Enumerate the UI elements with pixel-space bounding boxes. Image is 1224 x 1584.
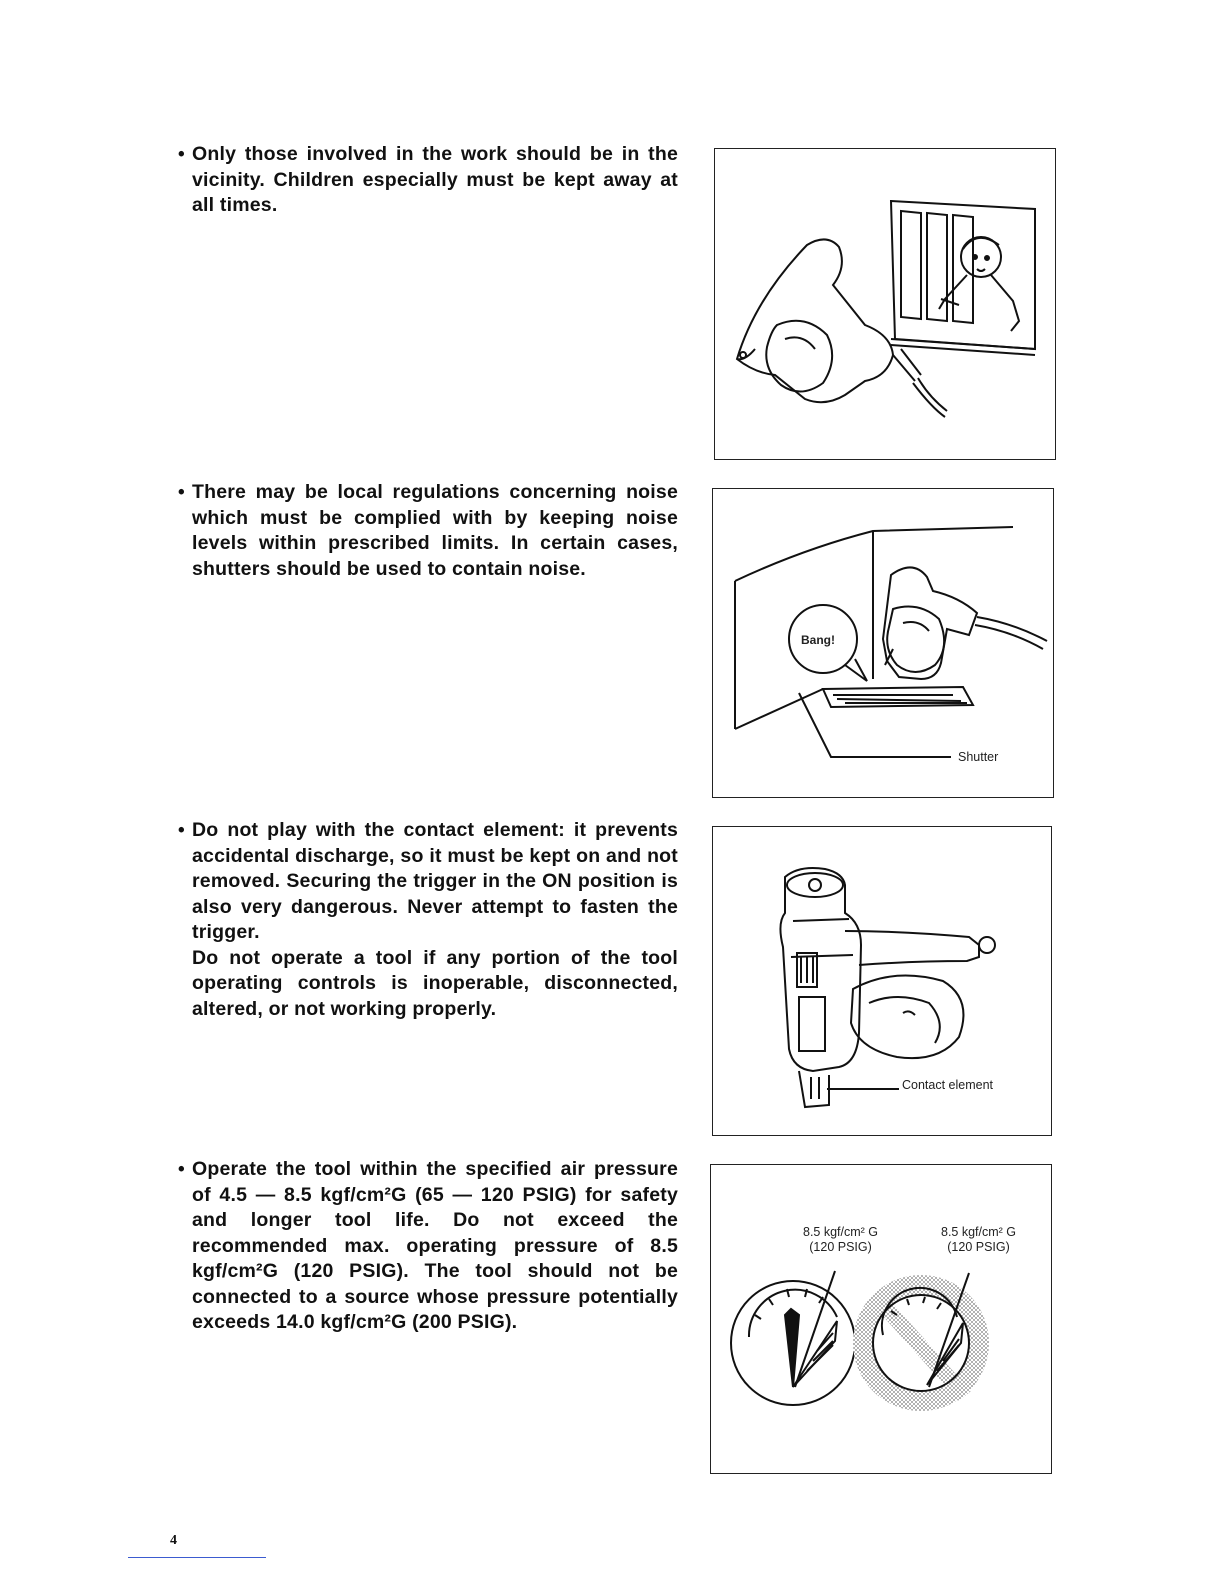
instruction-air-pressure xyxy=(178,1157,678,1336)
bullet-mark: • xyxy=(178,482,185,503)
contact-element-label: Contact element xyxy=(902,1078,994,1092)
gauge-left-pressure-psig: (120 PSIG) xyxy=(809,1240,872,1254)
gauge-right-pressure-kgf: 8.5 kgf/cm² G xyxy=(941,1225,1017,1239)
gauge-right-caption xyxy=(941,1225,1016,1255)
gauge-prohibited xyxy=(853,1273,989,1411)
bang-balloon-text: Bang! xyxy=(801,633,835,647)
instruction-text: There may be local regulations concerning noise which must be complied with by keeping noise levels within prescribed limits. In certain cases, shutters should be used to contain noise. xyxy=(192,481,678,580)
instruction-paragraph-continued xyxy=(178,946,678,1023)
gauge-left-caption xyxy=(803,1225,878,1255)
shutter-label: Shutter xyxy=(958,750,999,764)
bullet-mark: • xyxy=(178,144,185,165)
illustration-pressure-gauges xyxy=(710,1164,1052,1474)
instruction-contact-element xyxy=(178,818,678,1022)
instruction-text: Do not operate a tool if any portion of the tool operating controls is inoperable, disconnected, altered, or not working properly. xyxy=(192,946,678,1020)
nail-gun-drawing xyxy=(713,827,1051,1135)
instruction-noise-regulations xyxy=(178,480,678,582)
instruction-text: Only those involved in the work should be in the vicinity. Children especially must be kept away at all times. xyxy=(192,143,678,216)
footer-rule xyxy=(128,1557,266,1558)
instruction-paragraph xyxy=(178,818,678,946)
gauges-drawing xyxy=(711,1165,1051,1473)
illustration-contact-element xyxy=(712,826,1052,1136)
shutter-drawing xyxy=(713,489,1053,797)
illustration-child-window xyxy=(714,148,1056,460)
gauge-right-pressure-psig: (120 PSIG) xyxy=(947,1240,1010,1254)
instruction-children-vicinity xyxy=(178,142,678,219)
bullet-mark: • xyxy=(178,820,185,841)
illustration-shutter-noise xyxy=(712,488,1054,798)
page-number: 4 xyxy=(170,1533,177,1548)
bullet-mark: • xyxy=(178,1159,185,1180)
instruction-text: Operate the tool within the specified air pressure of 4.5 — 8.5 kgf/cm²G (65 — 120 PSIG) for safety and longer tool life. Do not exceed the recommended max. operating pressure of 8.5 kgf/cm²G (120 PSIG). The tool should not be connected to a source whose pressure potentially exceeds 14.0 kgf/cm²G (200 PSIG). xyxy=(192,1158,678,1333)
child-window-drawing xyxy=(715,149,1055,459)
gauge-ok xyxy=(731,1271,855,1405)
instruction-paragraph xyxy=(178,1157,678,1336)
instruction-paragraph xyxy=(178,480,678,582)
gauge-left-pressure-kgf: 8.5 kgf/cm² G xyxy=(803,1225,879,1239)
instruction-text: Do not play with the contact element: it prevents accidental discharge, so it must be kept on and not removed. Securing the trigger in the ON position is also very dangerous. Never attempt to fasten the trigger. xyxy=(192,819,678,943)
instruction-paragraph xyxy=(178,142,678,219)
